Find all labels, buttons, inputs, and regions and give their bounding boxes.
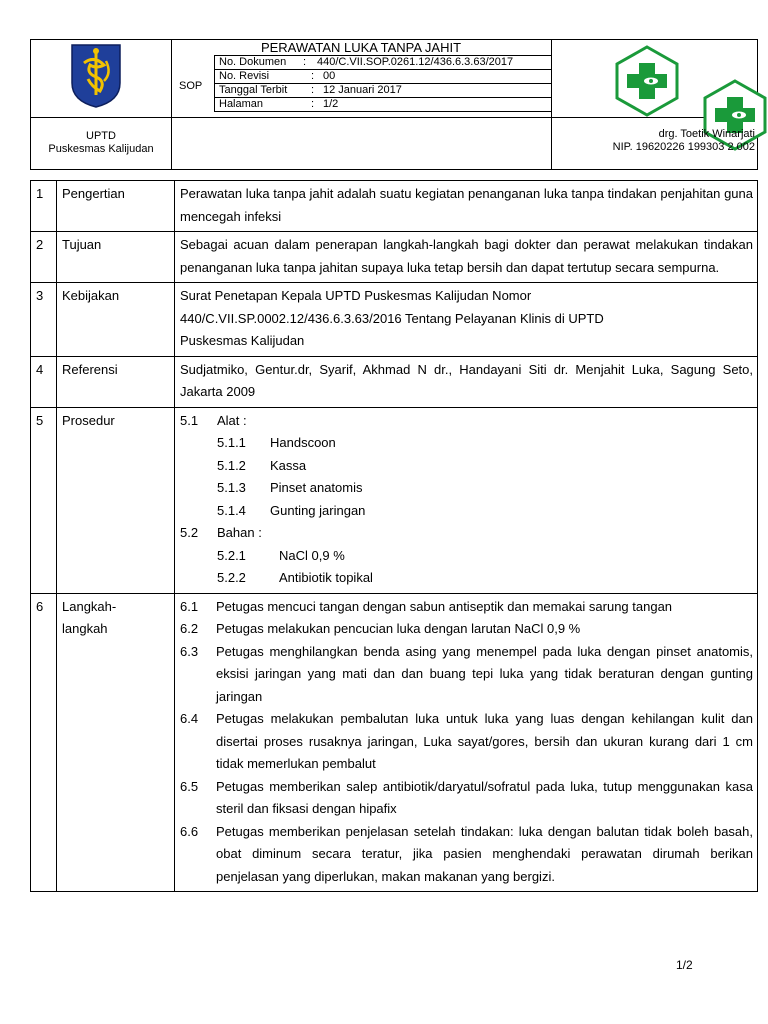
surabaya-emblem-icon	[66, 43, 126, 109]
row-number: 1	[31, 181, 57, 232]
row-number: 4	[31, 356, 57, 407]
row-label: Pengertian	[57, 181, 175, 232]
list-item: 6.6 Petugas memberikan penjelasan setelah tindakan: luka dengan balutan tidak boleh basah, obat diminum secara teratur, jika pasien menghendaki perawatan dirumah berikan penjelasan yang diperlukan, makan makanan yang bergizi.	[180, 823, 753, 884]
row-content	[175, 593, 758, 892]
header-divider	[551, 40, 552, 169]
signer-name: drg. Toetik Winarjati	[658, 128, 755, 140]
signer-nip: NIP. 19620226 199303 2 002	[612, 141, 755, 153]
list-item: 6.2 Petugas melakukan pencucian luka dengan larutan NaCl 0,9 %	[180, 621, 581, 636]
doc-row-dokumen: No. Dokumen : 440/C.VII.SOP.0261.12/436.6.3.63/2017	[219, 56, 514, 68]
row-label: Referensi	[57, 356, 175, 407]
row-number: 6	[31, 593, 57, 892]
header-divider	[171, 40, 172, 169]
list-item: 5.1.3 Pinset anatomis	[217, 480, 363, 495]
list-item: 5.1 Alat :	[180, 412, 247, 428]
list-item: 6.4 Petugas melakukan pembalutan luka untuk luka yang luas dengan kehilangan kulit dan disertai proses rusaknya jaringan, Luka sayat/gores, bersih dan ukuran kurang dari 1 cm tidak memerlukan pembalut	[180, 711, 753, 771]
row-number: 3	[31, 283, 57, 357]
org-name: Puskesmas Kalijudan	[48, 143, 154, 155]
row-number: 2	[31, 232, 57, 283]
header-divider	[31, 117, 757, 118]
page-number: 1/2	[676, 958, 693, 972]
row-content	[175, 407, 758, 593]
document-header	[30, 39, 758, 170]
list-item: 5.2 Bahan :	[180, 525, 262, 540]
row-label: Prosedur	[57, 407, 175, 593]
table-row	[31, 181, 758, 232]
org-unit: UPTD	[86, 130, 116, 142]
list-item: 5.2.1 NaCl 0,9 %	[217, 547, 345, 563]
document-title: PERAWATAN LUKA TANPA JAHIT	[260, 40, 462, 55]
row-content: Perawatan luka tanpa jahit adalah suatu kegiatan penanganan luka tanpa tindakan penjahitan guna mencegah infeksi	[175, 181, 758, 232]
doc-row-revisi: No. Revisi : 00	[219, 70, 336, 82]
list-item: 5.1.1 Handscoon	[217, 435, 336, 450]
table-row	[31, 356, 758, 407]
row-number: 5	[31, 407, 57, 593]
row-label: Tujuan	[57, 232, 175, 283]
puskesmas-logo-icon	[613, 45, 681, 117]
list-item: 5.2.2 Antibiotik topikal	[217, 570, 373, 585]
table-row	[31, 232, 758, 283]
table-row	[31, 407, 758, 593]
sop-label: SOP	[179, 80, 203, 92]
row-label: Langkah- langkah	[57, 593, 175, 892]
list-item: 6.3 Petugas menghilangkan benda asing yang menempel pada luka dengan pinset anatomis, eksisi jaringan yang mati dan dan buang tepi luka yang tidak beraturan dengan gunting jaringan	[180, 643, 753, 704]
list-item: 6.5 Petugas memberikan salep antibiotik/daryatul/sofratul pada luka, tutup menggunakan kasa steril dan fiksasi dengan hipafix	[180, 778, 753, 816]
doc-row-tanggal: Tanggal Terbit : 12 Januari 2017	[219, 84, 402, 96]
list-item: 6.1 Petugas mencuci tangan dengan sabun antiseptik dan memakai sarung tangan	[180, 598, 673, 614]
table-row	[31, 593, 758, 892]
table-row	[31, 283, 758, 357]
row-label: Kebijakan	[57, 283, 175, 357]
row-content: Sebagai acuan dalam penerapan langkah-langkah bagi dokter dan perawat melakukan tindakan penanganan luka tanpa jahitan supaya luka tetap bersih dan dapat tertutup secara sempurna.	[175, 232, 758, 283]
doc-row-halaman: Halaman : 1/2	[219, 98, 339, 110]
sop-content-table	[30, 180, 758, 892]
row-content: Surat Penetapan Kepala UPTD Puskesmas Kalijudan Nomor 440/C.VII.SP.0002.12/436.6.3.63/2016 Tentang Pelayanan Klinis di UPTD Puskesmas Kalijudan	[175, 283, 758, 357]
row-content: Sudjatmiko, Gentur.dr, Syarif, Akhmad N dr., Handayani Siti dr. Menjahit Luka, Sagung Seto, Jakarta 2009	[175, 356, 758, 407]
list-item: 5.1.2 Kassa	[217, 457, 307, 473]
list-item: 5.1.4 Gunting jaringan	[217, 502, 366, 518]
